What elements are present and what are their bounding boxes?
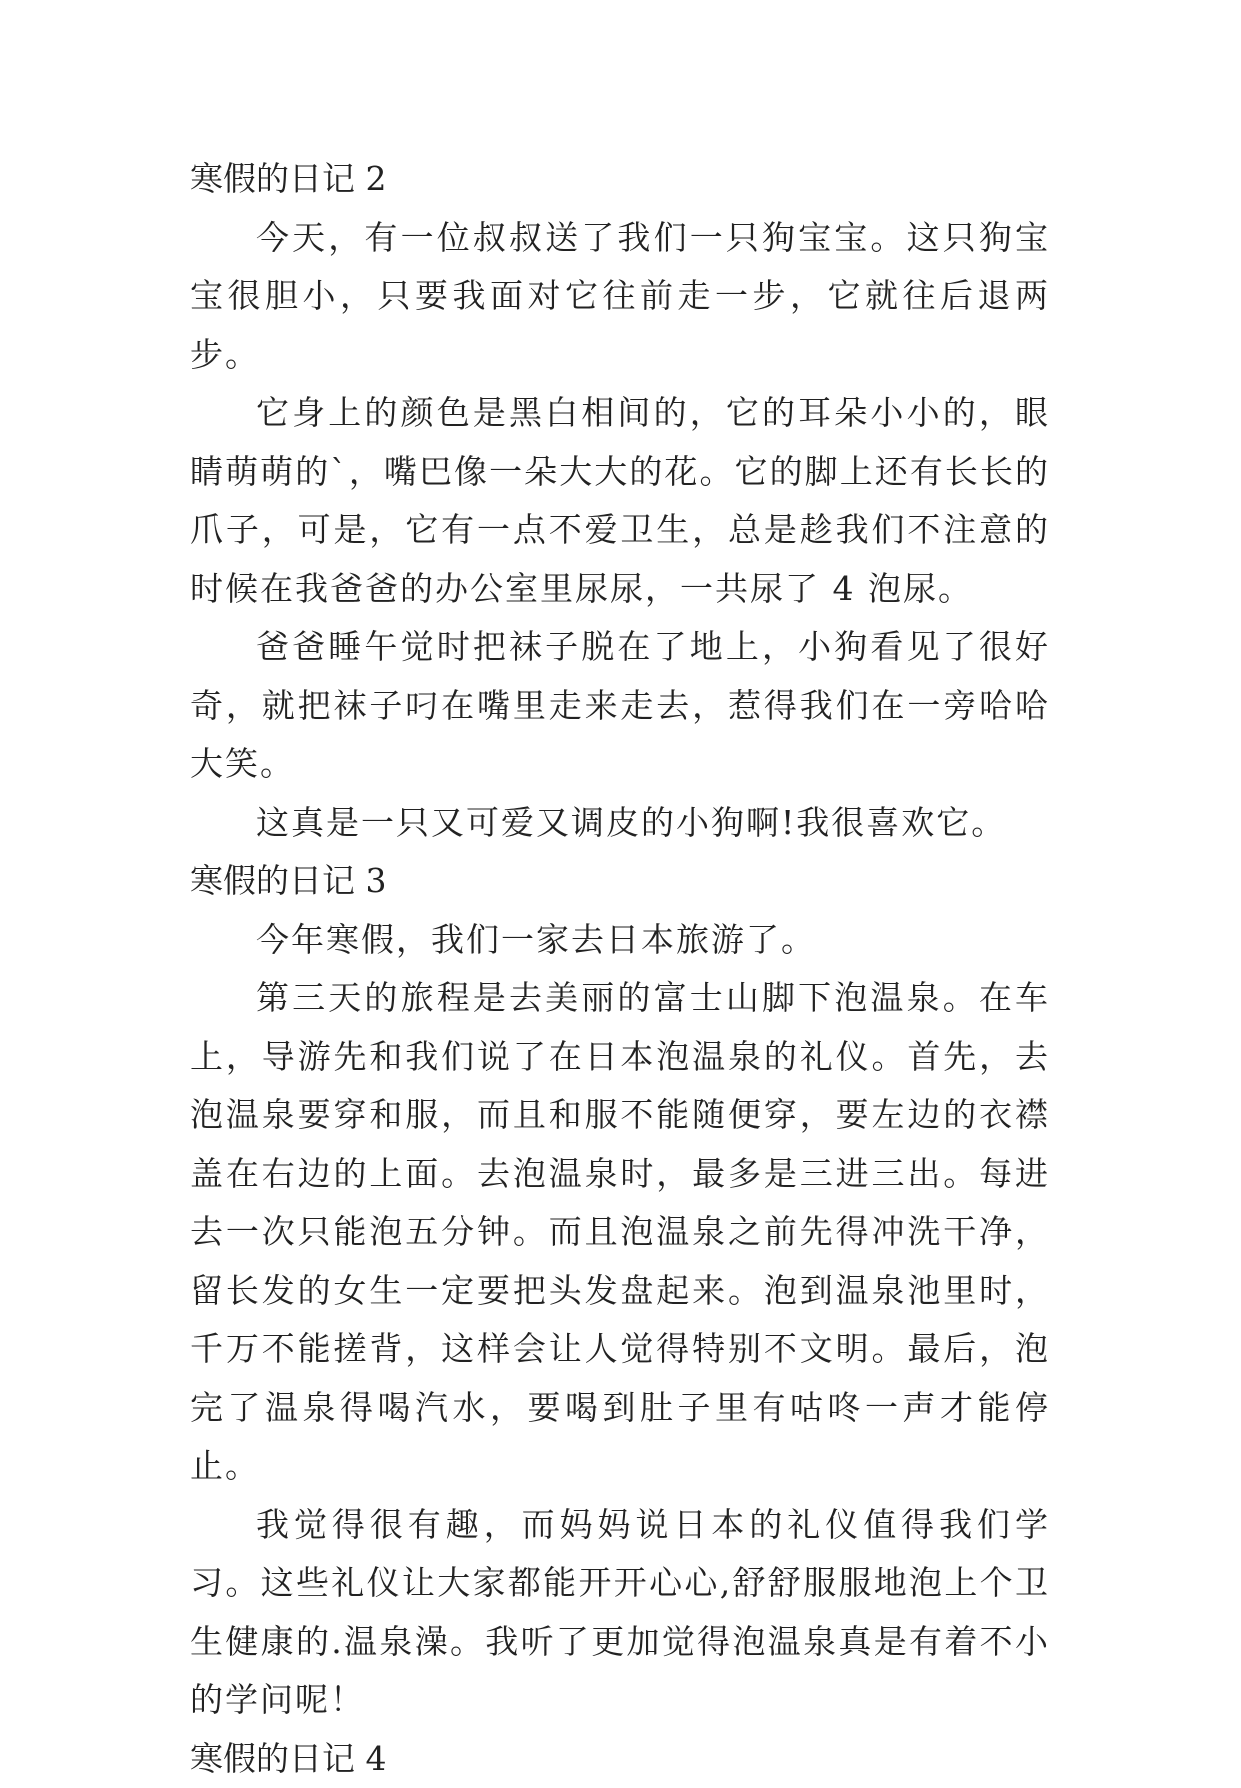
paragraph: 它身上的颜色是黑白相间的，它的耳朵小小的，眼睛萌萌的`，嘴巴像一朵大大的花。它的脚上还有长长的爪子，可是，它有一点不爱卫生，总是趁我们不注意的时候在我爸爸的办公室里尿尿，一共尿了 4 泡尿。	[190, 384, 1050, 618]
paragraph: 爸爸睡午觉时把袜子脱在了地上，小狗看见了很好奇，就把袜子叼在嘴里走来走去，惹得我们在一旁哈哈大笑。	[190, 618, 1050, 794]
paragraph: 今天，有一位叔叔送了我们一只狗宝宝。这只狗宝宝很胆小，只要我面对它往前走一步，它就往后退两步。	[190, 209, 1050, 385]
paragraph: 今年寒假，我们一家去日本旅游了。	[190, 911, 1050, 970]
paragraph: 这真是一只又可爱又调皮的小狗啊!我很喜欢它。	[190, 794, 1050, 853]
paragraph: 我觉得很有趣，而妈妈说日本的礼仪值得我们学习。这些礼仪让大家都能开开心心,舒舒服服地泡上个卫生健康的.温泉澡。我听了更加觉得泡温泉真是有着不小的学问呢！	[190, 1496, 1050, 1730]
diary-title-3: 寒假的日记 3	[190, 852, 1050, 911]
diary-title-4: 寒假的日记 4	[190, 1730, 1050, 1788]
paragraph: 第三天的旅程是去美丽的富士山脚下泡温泉。在车上，导游先和我们说了在日本泡温泉的礼仪。首先，去泡温泉要穿和服，而且和服不能随便穿，要左边的衣襟盖在右边的上面。去泡温泉时，最多是三进三出。每进去一次只能泡五分钟。而且泡温泉之前先得冲洗干净，留长发的女生一定要把头发盘起来。泡到温泉池里时，千万不能搓背，这样会让人觉得特别不文明。最后，泡完了温泉得喝汽水，要喝到肚子里有咕咚一声才能停止。	[190, 969, 1050, 1496]
document-body	[190, 150, 1050, 1788]
diary-title-2: 寒假的日记 2	[190, 150, 1050, 209]
